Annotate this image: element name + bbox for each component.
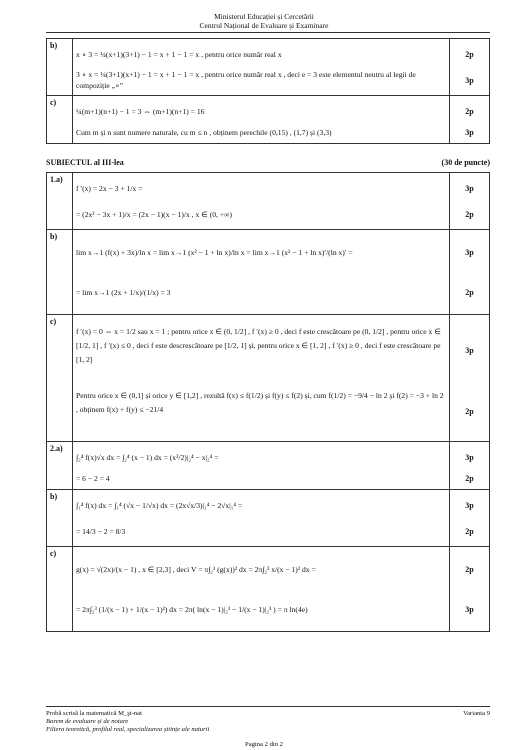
item-label: 2.a) (47, 442, 73, 490)
solution-line: g(x) = √(2x)/(x − 1) , x ∈ [2,3] , deci V = π∫₂³ (g(x))² dx = 2π∫₂³ x/(x − 1)² dx = (76, 564, 316, 574)
solution-line: ∫₁⁴ f(x) dx = ∫₁⁴ (√x − 1/√x) dx = (2x√x/3)|₁⁴ − 2√x|₁⁴ = (76, 500, 243, 510)
solution-cell (73, 315, 450, 442)
solution-cell (73, 96, 450, 144)
solution-cell (73, 39, 450, 96)
subject2-table (46, 38, 490, 144)
table-row (47, 96, 490, 144)
table-row (47, 230, 490, 315)
points-value: 3p (465, 500, 474, 510)
document-footer (46, 710, 490, 734)
item-label: 1.a) (47, 173, 73, 230)
points-cell (450, 442, 490, 490)
solution-line: = lim x→1 (2x + 1/x)/(1/x) = 3 (76, 287, 171, 297)
points-cell (450, 230, 490, 315)
points-cell (450, 96, 490, 144)
table-row (47, 547, 490, 632)
solution-cell (73, 547, 450, 632)
solution-line: lim x→1 (f(x) + 3x)/ln x = lim x→1 (x² − 1 + ln x)/ln x = lim x→1 (x² − 1 + ln x)′/(ln x)′ = (76, 247, 353, 257)
solution-line: f ′(x) = 2x − 3 + 1/x = (76, 183, 143, 193)
points-value: 2p (465, 49, 474, 59)
points-value: 3p (465, 128, 474, 137)
solution-line: = 6 − 2 = 4 (76, 474, 110, 483)
points-cell (450, 547, 490, 632)
footer-variant: Varianta 9 (463, 710, 490, 717)
points-cell (450, 490, 490, 547)
table-row (47, 315, 490, 442)
points-value: 2p (465, 474, 474, 483)
solution-line: = 14/3 − 2 = 8/3 (76, 526, 126, 536)
points-value: 3p (465, 604, 474, 614)
solution-line: ∫₂⁴ f(x)√x dx = ∫₂⁴ (x − 1) dx = (x²/2)|₂⁴ − x|₂⁴ = (76, 452, 219, 462)
section-title: SUBIECTUL al III-lea (46, 158, 124, 167)
item-label: b) (47, 230, 73, 315)
item-label: b) (47, 39, 73, 96)
table-row (47, 39, 490, 96)
section-points: (30 de puncte) (441, 158, 490, 167)
solution-line: = 2π∫₂³ (1/(x − 1) + 1/(x − 1)²) dx = 2π( ln(x − 1)|₂³ − 1/(x − 1)|₂³ ) = π ln(4e) (76, 604, 308, 614)
points-value: 2p (465, 526, 474, 536)
solution-cell (73, 490, 450, 547)
solution-line: = (2x² − 3x + 1)/x = (2x − 1)(x − 1)/x , x ∈ (0, +∞) (76, 209, 233, 219)
solution-cell (73, 230, 450, 315)
solution-cell (73, 173, 450, 230)
points-value: 3p (465, 247, 474, 257)
solution-line: ¼(m+1)(n+1) − 1 = 3 ⇔ (m+1)(n+1) = 16 (76, 106, 205, 116)
footer-exam: Probă scrisă la matematică M_şt-nat (46, 710, 142, 717)
points-value: 2p (465, 106, 474, 116)
points-value: 2p (465, 564, 474, 574)
item-label: c) (47, 547, 73, 632)
table-row (47, 490, 490, 547)
table-row (47, 173, 490, 230)
item-label: c) (47, 96, 73, 144)
item-label: b) (47, 490, 73, 547)
solution-cell (73, 442, 450, 490)
subject3-table (46, 172, 490, 632)
section-heading (46, 158, 490, 167)
solution-line: 3 ∘ x = ¼(3+1)(x+1) − 1 = x + 1 − 1 = x , pentru orice număr real x , deci e = 3 este elementul neutru al legii de compoziție „∘” (76, 70, 416, 90)
points-value: 2p (465, 287, 474, 297)
solution-line: Pentru orice x ∈ (0,1] și orice y ∈ [1,2] , rezultă f(x) ≤ f(1/2) și f(y) ≤ f(2) și, cum f(1/2) = −9/4 − ln 2 și f(2) = −3 + ln 2 , obținem f(x) + f(y) ≤ −21/4 (76, 391, 444, 414)
points-cell (450, 39, 490, 96)
header-divider (46, 32, 490, 33)
solution-line: f ′(x) = 0 ⇔ x = 1/2 sau x = 1 ; pentru orice x ∈ (0, 1/2] , f ′(x) ≥ 0 , deci f este crescătoare pe (0, 1/2] , pentru orice x ∈ [1/2, 1] , f ′(x) ≤ 0 , deci f este descrescătoare pe [1/2, 1] și, pentru orice x ∈ [1, 2] , f ′(x) ≥ 0 , deci f este crescătoare pe [1, 2] (76, 327, 441, 364)
points-value: 3p (465, 183, 474, 193)
points-cell (450, 173, 490, 230)
solution-line: x ∘ 3 = ¼(x+1)(3+1) − 1 = x + 1 − 1 = x , pentru orice număr real x (76, 49, 282, 59)
item-label: c) (47, 315, 73, 442)
page-number: Pagina 2 din 2 (245, 741, 283, 748)
ministry-name: Ministerul Educației și Cercetării (214, 12, 314, 21)
footer-scheme: Barem de evaluare și de notare (46, 718, 129, 725)
points-value: 3p (465, 452, 474, 462)
footer-divider (46, 706, 490, 707)
points-value: 2p (465, 406, 474, 416)
footer-track: Filiera teoretică, profilul real, specializarea științe ale naturii (46, 726, 210, 733)
table-row (47, 442, 490, 490)
points-cell (450, 315, 490, 442)
center-name: Centrul Național de Evaluare și Examinare (199, 21, 329, 30)
points-value: 3p (465, 345, 474, 355)
solution-line: Cum m și n sunt numere naturale, cu m ≤ n , obținem perechile (0,15) , (1,7) și (3,3) (76, 128, 332, 137)
points-value: 2p (465, 209, 474, 219)
points-value: 3p (465, 75, 474, 85)
document-header (0, 12, 528, 30)
